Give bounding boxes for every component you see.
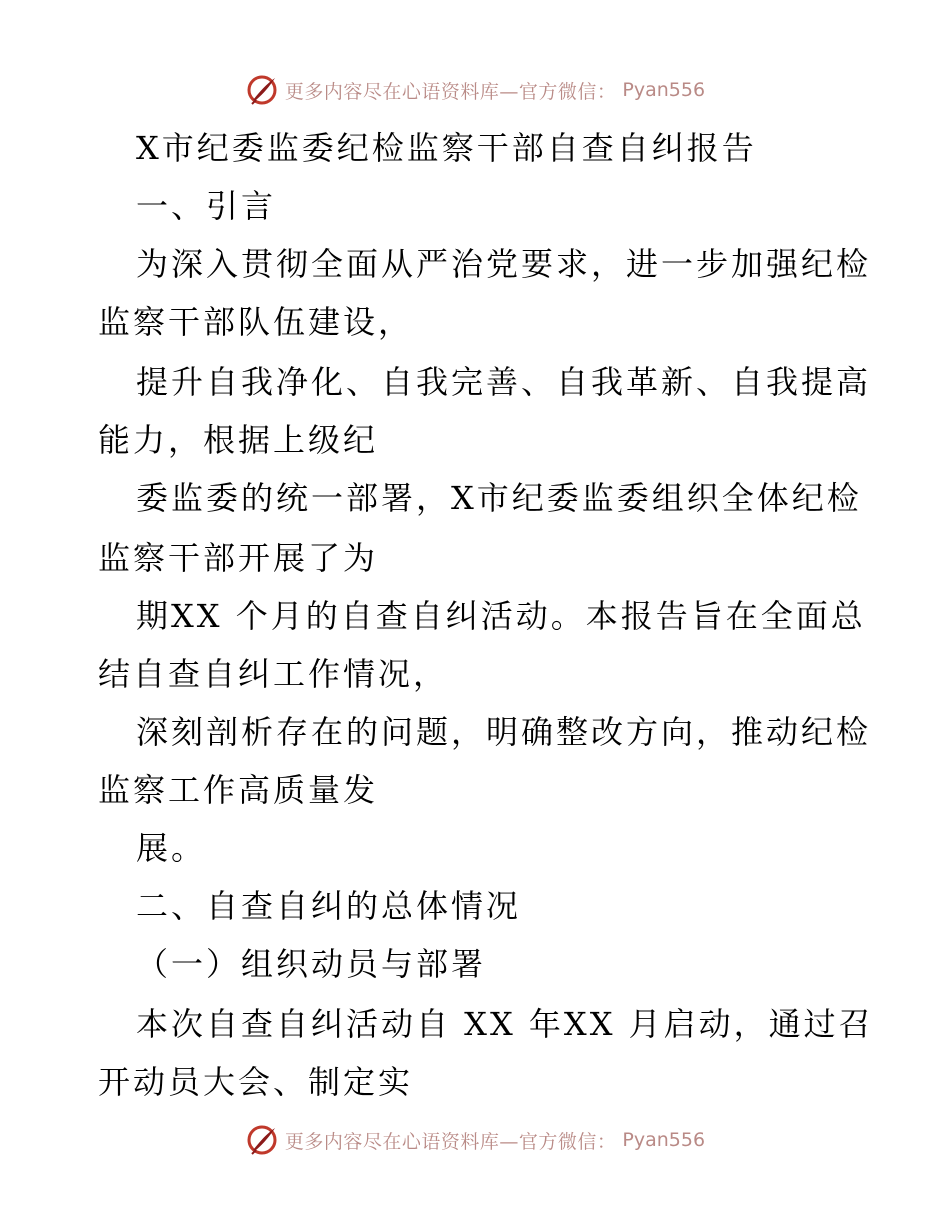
paragraph-line: 监察工作高质量发 bbox=[98, 771, 379, 809]
header-watermark bbox=[0, 70, 950, 110]
watermark-text: 更多内容尽在心语资料库—官方微信： bbox=[284, 1130, 617, 1153]
paragraph-line: 开动员大会、制定实 bbox=[98, 1063, 414, 1101]
watermark-text: 更多内容尽在心语资料库—官方微信： bbox=[284, 80, 617, 103]
paragraph-line: 结自查自纠工作情况， bbox=[98, 655, 449, 693]
paragraph-line: 深刻剖析存在的问题，明确整改方向，推动纪检 bbox=[136, 713, 872, 751]
feather-quill-circle-icon bbox=[245, 73, 279, 107]
paragraph-line: 委监委的统一部署，X市纪委监委组织全体纪检 bbox=[136, 479, 862, 517]
paragraph-line: 本次自查自纠活动自 XX 年XX 月启动，通过召 bbox=[136, 1005, 874, 1043]
paragraph-line: 能力，根据上级纪 bbox=[98, 421, 379, 459]
watermark-handle: Pyan556 bbox=[622, 79, 706, 101]
section-heading: 二、自查自纠的总体情况 bbox=[136, 887, 522, 925]
paragraph-line: 监察干部队伍建设， bbox=[98, 303, 414, 341]
paragraph-line: 为深入贯彻全面从严治党要求，进一步加强纪检 bbox=[136, 245, 872, 283]
section-heading: 一、引言 bbox=[136, 187, 277, 225]
subsection-heading: （一）组织动员与部署 bbox=[136, 945, 487, 983]
watermark-handle: Pyan556 bbox=[622, 1129, 706, 1151]
paragraph-line: 监察干部开展了为 bbox=[98, 539, 379, 577]
paragraph-line: 期XX 个月的自查自纠活动。本报告旨在全面总 bbox=[136, 597, 866, 635]
paragraph-line: 展。 bbox=[136, 829, 207, 867]
footer-watermark bbox=[0, 1120, 950, 1160]
feather-quill-circle-icon bbox=[245, 1123, 279, 1157]
document-title: X市纪委监委纪检监察干部自查自纠报告 bbox=[136, 129, 757, 167]
paragraph-line: 提升自我净化、自我完善、自我革新、自我提高 bbox=[136, 363, 872, 401]
